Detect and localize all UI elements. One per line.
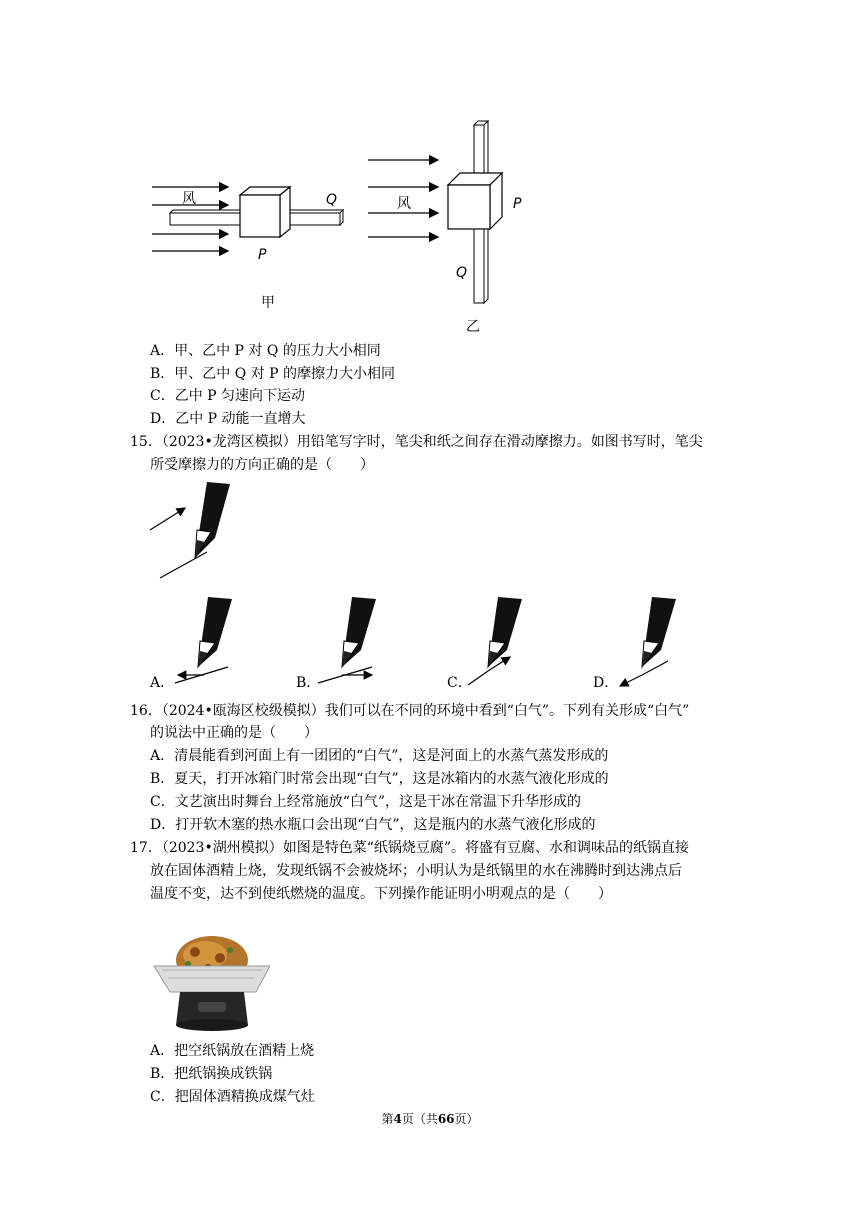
q15-main-figure <box>145 480 245 580</box>
q14-figure <box>140 115 540 345</box>
q15-option-c-figure <box>460 595 540 690</box>
q16-option-a: A．清晨能看到河面上有一团团的“白气”，这是河面上的水蒸气蒸发形成的 <box>150 748 609 764</box>
pencil-icon <box>342 597 376 667</box>
q16-option-b: B．夏天，打开冰箱门时常会出现“白气”，这是冰箱内的水蒸气液化形成的 <box>150 771 609 787</box>
pencil-icon <box>642 597 676 667</box>
caption-yi: 乙 <box>466 319 480 335</box>
q15-option-c-label: C． <box>447 675 472 691</box>
q15-option-b-label: B． <box>296 675 321 691</box>
q15-option-a-figure <box>170 595 250 690</box>
footer-suffix: 页） <box>454 1112 479 1126</box>
page-footer <box>0 1110 860 1127</box>
wind-friction-diagram <box>140 115 540 345</box>
footer-prefix: 第 <box>381 1112 394 1126</box>
footer-total-pages: 66 <box>437 1112 455 1126</box>
q15-option-a-label: A． <box>150 675 175 691</box>
q14-option-d: D．乙中 P 动能一直增大 <box>150 411 306 427</box>
q15-option-b-figure <box>310 595 390 690</box>
q17-option-c: C．把固体酒精换成煤气灶 <box>150 1089 315 1105</box>
q16-stem-line2: 的说法中正确的是（ ） <box>150 725 318 741</box>
q17-option-a: A．把空纸锅放在酒精上烧 <box>150 1043 315 1059</box>
q17-option-b: B．把纸锅换成铁锅 <box>150 1066 273 1082</box>
paper-pot-tofu-image <box>150 930 270 1035</box>
q14-option-c: C．乙中 P 匀速向下运动 <box>150 388 306 404</box>
q14-option-b: B．甲、乙中 Q 对 P 的摩擦力大小相同 <box>150 366 395 382</box>
p-label-left: P <box>258 247 267 263</box>
q-label-left: Q <box>326 192 338 208</box>
wind-label-right: 风 <box>397 196 411 212</box>
q17-stem-line2: 放在固体酒精上烧，发现纸锅不会被烧坏；小明认为是纸锅里的水在沸腾时到达沸点后 <box>150 863 682 879</box>
pencil-icon <box>198 597 232 667</box>
footer-mid: 页（共 <box>401 1112 438 1126</box>
q15-option-d-label: D． <box>593 675 619 691</box>
q15-stem-line2: 所受摩擦力的方向正确的是（ ） <box>150 457 374 473</box>
wind-label-left: 风 <box>182 191 196 207</box>
q15-option-d-figure <box>610 595 690 690</box>
q16-option-d: D．打开软木塞的热水瓶口会出现“白气”，这是瓶内的水蒸气液化形成的 <box>150 817 596 833</box>
q15-stem-line1: 15．（2023•龙湾区模拟）用铅笔写字时，笔尖和纸之间存在滑动摩擦力。如图书写时，笔尖 <box>130 434 703 450</box>
q16-option-c: C．文艺演出时舞台上经常施放“白气”，这是干冰在常温下升华形成的 <box>150 794 582 810</box>
p-label-right: P <box>513 196 522 212</box>
pencil-icon <box>488 597 522 667</box>
pencil-icon <box>195 482 230 558</box>
q17-stem-line3: 温度不变，达不到使纸燃烧的温度。下列操作能证明小明观点的是（ ） <box>150 886 612 902</box>
q-label-right: Q <box>456 265 468 281</box>
footer-page-number: 4 <box>393 1112 402 1126</box>
q14-option-a: A．甲、乙中 P 对 Q 的压力大小相同 <box>150 343 381 359</box>
block-p-right <box>448 173 502 229</box>
q17-stem-line1: 17．（2023•湖州模拟）如图是特色菜“纸锅烧豆腐”。将盛有豆腐、水和调味品的纸锅直接 <box>130 840 690 856</box>
block-p-left <box>240 187 290 237</box>
caption-jia: 甲 <box>261 295 275 311</box>
q16-stem-line1: 16．（2024•瓯海区校级模拟）我们可以在不同的环境中看到“白气”。下列有关形成“白气” <box>130 703 690 719</box>
